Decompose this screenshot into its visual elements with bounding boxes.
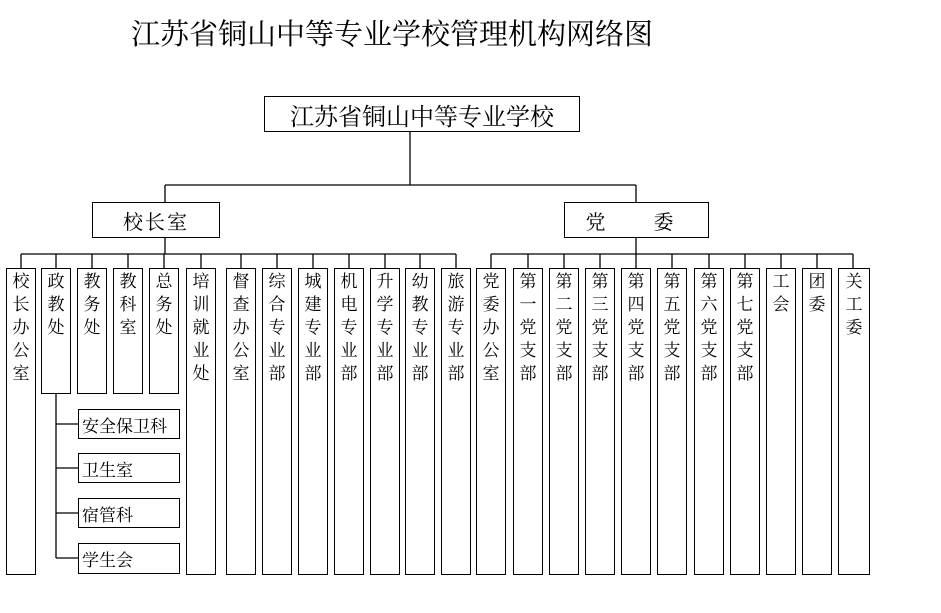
unit-elder-care-committee: 关工委 [838,268,870,575]
subunit-clinic: 卫生室 [78,453,180,483]
unit-branch-5: 第五党支部 [657,268,687,575]
unit-academic-affairs: 教务处 [77,268,107,394]
unit-labor-union: 工会 [766,268,796,575]
subunit-dormitory: 宿管科 [78,498,180,528]
connector-political-subs [56,424,78,558]
unit-tourism-dept: 旅游专业部 [441,268,471,575]
unit-branch-4: 第四党支部 [621,268,651,575]
unit-youth-league: 团委 [802,268,832,575]
root-node: 江苏省铜山中等专业学校 [264,96,580,132]
unit-branch-2: 第二党支部 [549,268,579,575]
unit-general-affairs: 总务处 [149,268,179,394]
chart-title: 江苏省铜山中等专业学校管理机构网络图 [131,17,654,51]
unit-branch-3: 第三党支部 [585,268,615,575]
subunit-security: 安全保卫科 [78,409,180,439]
unit-principal-office: 校长办公室 [6,268,36,575]
subunit-student-union: 学生会 [78,543,180,574]
unit-branch-6: 第六党支部 [694,268,724,575]
unit-research-office: 教科室 [113,268,143,394]
unit-training-employment: 培训就业处 [186,268,216,575]
party-committee-node: 党 委 [564,202,709,238]
unit-political-office: 政教处 [41,268,71,394]
connector-principal-drops [21,254,456,268]
unit-inspection-office: 督查办公室 [226,268,256,575]
unit-construction-dept: 城建专业部 [298,268,328,575]
connector-party-drops [491,254,853,268]
unit-party-office: 党委办公室 [476,268,506,575]
unit-branch-1: 第一党支部 [513,268,543,575]
unit-electromech-dept: 机电专业部 [334,268,364,575]
unit-general-dept: 综合专业部 [262,268,292,575]
unit-branch-7: 第七党支部 [730,268,760,575]
unit-preschool-dept: 幼教专业部 [405,268,435,575]
principal-office-node: 校长室 [92,202,220,238]
unit-further-study-dept: 升学专业部 [370,268,400,575]
